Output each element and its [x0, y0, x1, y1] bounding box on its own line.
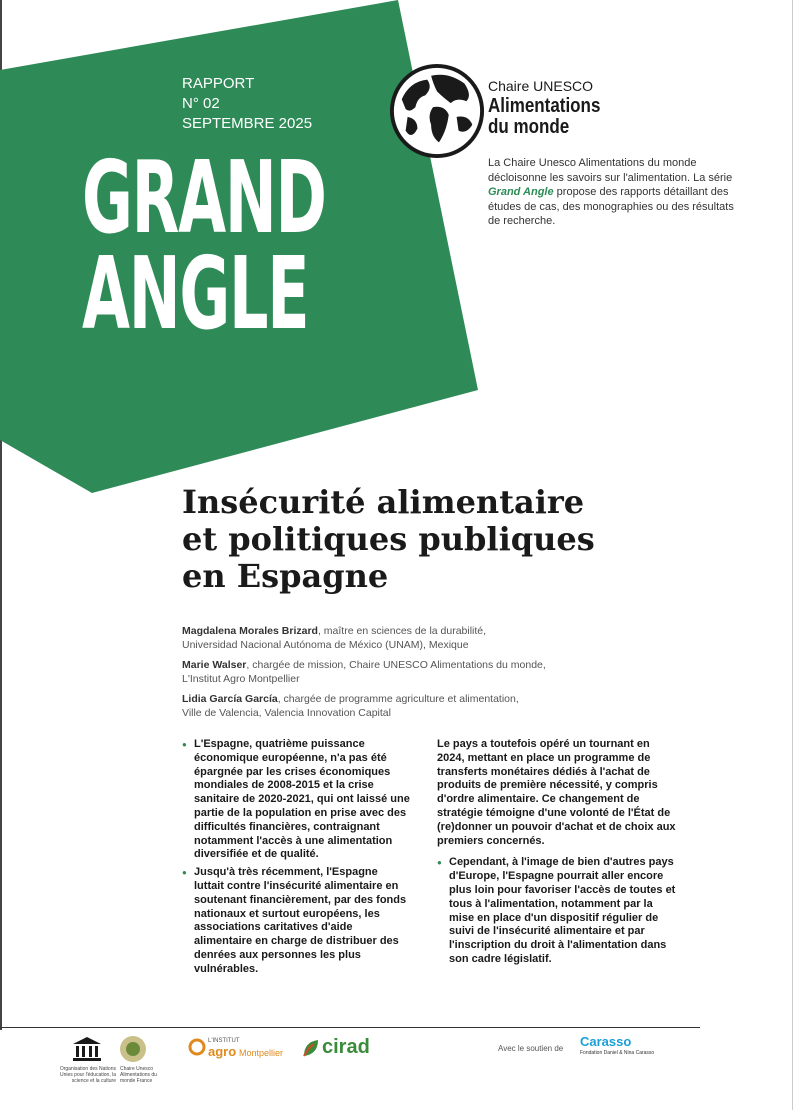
footer-logos: [0, 1030, 793, 1110]
author-entry: [182, 692, 662, 720]
intro-after: propose des rapports détaillant des études de cas, des monographies ou des résultats de recherche.: [488, 186, 734, 227]
author-affiliation: L'Institut Agro Montpellier: [182, 673, 300, 685]
summary-column-left: [182, 738, 410, 981]
carasso-caption: Fondation Daniel & Nina Carasso: [580, 1050, 655, 1056]
footer-divider: [0, 1027, 700, 1028]
globe-logo-icon: [388, 62, 486, 160]
agro-text: agro: [208, 1044, 237, 1059]
author-name: Lidia García García: [182, 693, 278, 705]
summary-bullet: ● L'Espagne, quatrième puissance économique européenne, n'a pas été épargnée par les crises économiques mondiales de 2008-2015 et la crise sanitaire de 2020-2021, qui ont laissé une partie de la population en prise avec des difficultés financières, contraignant notamment l'accès à une alimentation diversifiée et de qualité.: [182, 738, 410, 862]
summary-column-right: [437, 738, 677, 971]
agro-city-text: Montpellier: [238, 1048, 283, 1058]
chaire-label: Chaire UNESCO: [488, 78, 594, 94]
author-name: Magdalena Morales Brizard: [182, 625, 318, 637]
document-title: [182, 484, 642, 595]
unesco-caption: Organisation des Nations Unies pour l'éducation, la science et la culture: [59, 1066, 116, 1084]
author-entry: [182, 624, 662, 652]
summary-bullet: ● Jusqu'à très récemment, l'Espagne luttait contre l'insécurité alimentaire en soutenant financièrement, par des fonds nationaux et surtout européens, les associations caritatives d'aide alimentaire en charge de distribuer des denrées aux personnes les plus vulnérables.: [182, 866, 410, 976]
intro-before: La Chaire Unesco Alimentations du monde décloisonne les savoirs sur l'alimentation. La série: [488, 157, 733, 184]
summary-paragraph: Le pays a toutefois opéré un tournant en 2024, mettant en place un programme de transferts monétaires dédiés à l'achat de produits de première nécessité, y compris d'ordre alimentaire. Ce changement de stratégie témoigne d'une volonté de l'État de (re)donner un pouvoir d'achat et de choix aux premiers concernés.: [437, 738, 676, 847]
author-role: , chargée de mission, Chaire UNESCO Alimentations du monde,: [246, 659, 546, 671]
agro-logo: [208, 1038, 283, 1059]
title-line2: et politiques publiques: [182, 520, 595, 558]
report-type: RAPPORT: [182, 75, 255, 92]
chaire-name-line1: Alimentations: [488, 95, 601, 117]
series-title-line1: GRAND: [82, 139, 326, 256]
series-title-line2: ANGLE: [82, 235, 309, 352]
agro-small-text: L'INSTITUT: [208, 1038, 240, 1044]
author-role: , maître en sciences de la durabilité,: [317, 625, 487, 637]
title-line1: Insécurité alimentaire: [182, 483, 585, 521]
summary-bullet: ● Cependant, à l'image de bien d'autres pays d'Europe, l'Espagne pourrait aller encore plus loin pour favoriser l'accès de toutes et tous à l'alimentation, notamment par la mise en place d'un dispositif régulier de suivi de l'insécurité alimentaire et par l'inscription du droit à l'alimentation dans son cadre législatif.: [437, 856, 677, 966]
cirad-leaf-icon: [302, 1038, 320, 1058]
carasso-logo: Carasso: [580, 1034, 632, 1049]
series-title: [82, 139, 326, 352]
intro-text: [488, 156, 738, 229]
unesco-temple-icon: [72, 1036, 102, 1062]
support-label: Avec le soutien de: [498, 1044, 564, 1053]
intro-highlight: Grand Angle: [488, 186, 554, 198]
report-meta: [182, 74, 312, 134]
chaire-name-line2: du monde: [488, 116, 570, 138]
author-role: , chargée de programme agriculture et alimentation,: [277, 693, 519, 705]
report-number: N° 02: [182, 95, 220, 112]
author-affiliation: Ville de Valencia, Valencia Innovation Capital: [182, 707, 391, 719]
author-affiliation: Universidad Nacional Autónoma de México (UNAM), Mexique: [182, 639, 469, 651]
report-date: SEPTEMBRE 2025: [182, 115, 313, 132]
authors-list: [182, 624, 662, 726]
chaire-caption: Chaire Unesco Alimentations du monde France: [120, 1066, 157, 1084]
cirad-logo: cirad: [322, 1036, 370, 1058]
chaire-name: [488, 96, 600, 138]
agro-logo-icon: [188, 1038, 206, 1056]
author-entry: [182, 658, 662, 686]
author-name: Marie Walser: [182, 659, 247, 671]
title-line3: en Espagne: [182, 557, 389, 595]
chaire-small-logo-icon: [118, 1034, 148, 1064]
